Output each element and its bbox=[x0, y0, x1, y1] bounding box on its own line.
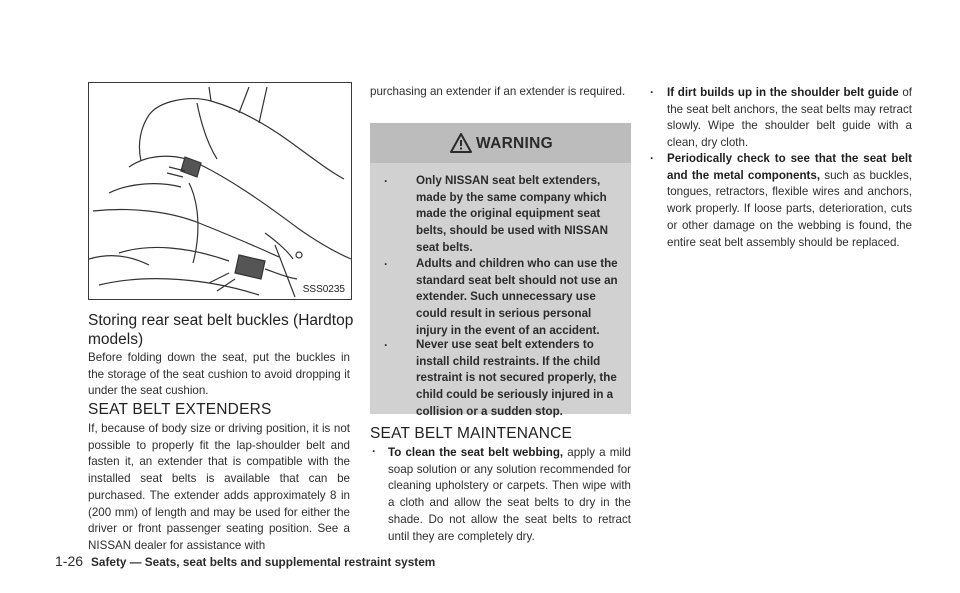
warning-bullet: . bbox=[384, 171, 388, 185]
warning-item-1: Only NISSAN seat belt extenders, made by the same company which made the original equipment seat belts, should be used with NISSAN seat belts. bbox=[416, 174, 608, 254]
seat-belt-maintenance-heading: SEAT BELT MAINTENANCE bbox=[370, 425, 573, 442]
maintenance-item-periodic-check bbox=[667, 151, 912, 251]
maintenance-bullet: . bbox=[650, 148, 654, 162]
seat-cushion-drawing bbox=[89, 83, 351, 299]
maintenance-item-shoulder-guide bbox=[667, 85, 912, 152]
maintenance-item-shoulder-guide-bold: If dirt builds up in the shoulder belt guide bbox=[667, 86, 899, 99]
maintenance-bullet: . bbox=[372, 441, 376, 455]
warning-box bbox=[370, 123, 631, 418]
storing-buckles-heading: Storing rear seat belt buckles (Hardtop models) bbox=[88, 312, 354, 348]
extender-continuation-text: purchasing an extender if an extender is required. bbox=[370, 85, 626, 98]
warning-bullet: . bbox=[384, 335, 388, 349]
warning-triangle-icon bbox=[450, 133, 472, 153]
page-footer bbox=[55, 553, 435, 569]
seat-belt-buckle-illustration bbox=[88, 82, 352, 300]
maintenance-item-periodic-check-text: such as buckles, tongues, retractors, flexible wires and anchors, work properly. If loose parts, deterioration, cuts or other damage on the webbing is found, the entire seat belt assembly should be replaced. bbox=[667, 168, 912, 249]
page-number: 1-26 bbox=[55, 553, 84, 569]
figure-code: SSS0235 bbox=[302, 284, 345, 295]
warning-title: WARNING bbox=[476, 135, 554, 152]
section-title: Safety — Seats, seat belts and supplemental restraint system bbox=[91, 555, 436, 569]
maintenance-item-clean-webbing-bold: To clean the seat belt webbing, bbox=[388, 446, 564, 459]
seat-belt-extenders-heading: SEAT BELT EXTENDERS bbox=[88, 401, 272, 418]
seat-belt-extenders-text: If, because of body size or driving position, it is not possible to properly fit the lap-shoulder belt and fasten it, an extender that is compatible with the installed seat belts is available that can be purchased. The extender adds approximately 8 in (200 mm) of length and may be used for either the driver or front passenger seating position. See a NISSAN dealer for assistance with bbox=[88, 422, 350, 552]
maintenance-item-periodic-check-bold: Periodically check to see that the seat belt and the metal components, bbox=[667, 152, 912, 182]
storing-buckles-text: Before folding down the seat, put the buckles in the storage of the seat cushion to avoid dropping it under the seat cushion. bbox=[88, 351, 350, 398]
maintenance-bullet: . bbox=[650, 82, 654, 96]
maintenance-item-clean-webbing bbox=[388, 445, 631, 545]
warning-header bbox=[370, 123, 631, 163]
warning-item-2: Adults and children who can use the standard seat belt should not use an extender. Such unnecessary use could result in serious personal injury in the event of an accident. bbox=[416, 257, 618, 337]
warning-item-3: Never use seat belt extenders to install child restraints. If the child restraint is not secured properly, the child could be seriously injured in a collision or a sudden stop. bbox=[416, 338, 617, 418]
maintenance-item-shoulder-guide-text: of the seat belt anchors, the seat belts may retract slowly. Wipe the shoulder belt guide with a clean, dry cloth. bbox=[667, 86, 913, 150]
warning-bullet: . bbox=[384, 254, 388, 268]
maintenance-item-clean-webbing-text: apply a mild soap solution or any solution recommended for cleaning upholstery or carpets. Then wipe with a cloth and allow the seat belts to dry in the shade. Do not allow the seat belts to retract until they are completely dry. bbox=[388, 446, 632, 543]
